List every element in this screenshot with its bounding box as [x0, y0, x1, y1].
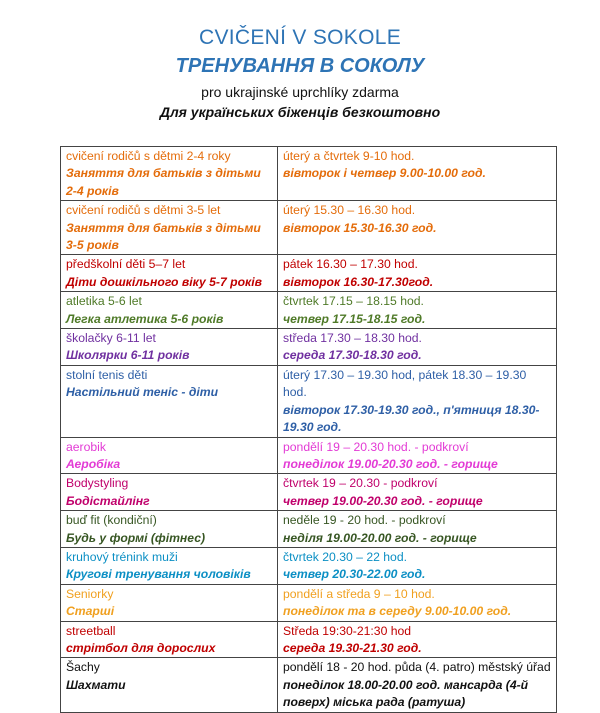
page-header	[0, 0, 600, 122]
activity-cell	[61, 147, 278, 201]
activity-name-czech: atletika 5-6 let	[66, 294, 142, 309]
activity-name-czech: školačky 6-11 let	[66, 331, 156, 346]
title-czech: CVIČENÍ V SOKOLE	[198, 26, 402, 49]
schedule-table	[60, 146, 557, 713]
activity-name-ukrainian: Легка атлетика 5-6 років	[66, 311, 224, 326]
subtitle-ukrainian: Для українських біженців безкоштовно	[159, 104, 441, 120]
activity-name-ukrainian: Заняття для батьків з дітьми 2-4 років	[66, 166, 261, 198]
time-czech: čtvrtek 20.30 – 22 hod.	[283, 549, 407, 564]
activity-name-ukrainian: стрітбол для дорослих	[66, 640, 216, 655]
activity-cell	[61, 474, 278, 511]
table-row	[61, 584, 557, 621]
activity-name-czech: cvičení rodičů s dětmi 3-5 let	[66, 203, 221, 218]
time-czech: pondělí 19 – 20.30 hod. - podkroví	[283, 439, 469, 454]
time-cell	[278, 329, 557, 366]
activity-name-czech: streetball	[66, 623, 116, 638]
activity-cell	[61, 292, 278, 329]
time-czech: úterý 15.30 – 16.30 hod.	[283, 203, 416, 218]
time-czech: Středa 19:30-21:30 hod	[283, 623, 412, 638]
time-czech: pondělí a středa 9 – 10 hod.	[283, 586, 435, 601]
table-row	[61, 255, 557, 292]
time-czech: středa 17.30 – 18.30 hod.	[283, 331, 422, 346]
time-cell	[278, 584, 557, 621]
subtitle-czech: pro ukrajinské uprchlíky zdarma	[201, 84, 399, 100]
table-row	[61, 437, 557, 474]
activity-name-ukrainian: Кругові тренування чоловіків	[66, 567, 251, 582]
time-ukrainian: четвер 19.00-20.30 год. - горище	[283, 493, 483, 508]
activity-cell	[61, 201, 278, 255]
table-row	[61, 547, 557, 584]
activity-name-czech: Šachy	[66, 660, 100, 675]
activity-cell	[61, 511, 278, 548]
time-cell	[278, 365, 557, 437]
time-cell	[278, 511, 557, 548]
time-ukrainian: четвер 17.15-18.15 год.	[283, 311, 426, 326]
activity-cell	[61, 255, 278, 292]
table-row	[61, 201, 557, 255]
time-czech: pondělí 18 - 20 hod. půda (4. patro) městský úřad	[283, 660, 551, 675]
activity-name-ukrainian: Старші	[66, 604, 115, 619]
activity-cell	[61, 365, 278, 437]
activity-name-czech: buď fit (kondiční)	[66, 513, 157, 528]
time-ukrainian: неділя 19.00-20.00 год. - горище	[283, 530, 477, 545]
activity-cell	[61, 621, 278, 658]
time-cell	[278, 474, 557, 511]
time-czech: úterý 17.30 – 19.30 hod, pátek 18.30 – 19.30 hod.	[283, 367, 527, 400]
time-ukrainian: четвер 20.30-22.00 год.	[283, 567, 426, 582]
table-row	[61, 658, 557, 712]
activity-cell	[61, 329, 278, 366]
activity-name-ukrainian: Бодістайлінг	[66, 493, 150, 508]
table-row	[61, 147, 557, 201]
activity-name-ukrainian: Діти дошкільного віку 5-7 років	[66, 274, 262, 289]
table-row	[61, 511, 557, 548]
activity-name-czech: cvičení rodičů s dětmi 2-4 roky	[66, 149, 231, 163]
time-cell	[278, 201, 557, 255]
time-cell	[278, 147, 557, 201]
time-cell	[278, 621, 557, 658]
table-row	[61, 365, 557, 437]
time-ukrainian: понеділок та в середу 9.00-10.00 год.	[283, 604, 512, 619]
table-row	[61, 621, 557, 658]
activity-cell	[61, 658, 278, 712]
table-row	[61, 474, 557, 511]
time-ukrainian: середа 19.30-21.30 год.	[283, 640, 422, 655]
activity-name-czech: stolní tenis děti	[66, 367, 148, 382]
time-cell	[278, 292, 557, 329]
activity-name-ukrainian: Шахмати	[66, 677, 126, 692]
activity-name-czech: předškolní děti 5–7 let	[66, 257, 186, 272]
activity-name-ukrainian: Настільний теніс - діти	[66, 385, 219, 400]
time-cell	[278, 658, 557, 712]
time-ukrainian: понеділок 18.00-20.00 год. мансарда (4-й поверх) міська рада (ратуша)	[283, 677, 529, 710]
activity-name-ukrainian: Будь у формі (фітнес)	[66, 530, 206, 545]
activity-name-czech: Seniorky	[66, 586, 114, 601]
activity-name-czech: Bodystyling	[66, 476, 129, 491]
time-ukrainian: вівторок 15.30-16.30 год.	[283, 220, 437, 235]
table-row	[61, 292, 557, 329]
table-row	[61, 329, 557, 366]
time-ukrainian: понеділок 19.00-20.30 год. - горище	[283, 456, 498, 471]
activity-cell	[61, 437, 278, 474]
time-czech: neděle 19 - 20 hod. - podkroví	[283, 513, 446, 528]
activity-name-czech: kruhový trénink muži	[66, 549, 178, 564]
time-czech: pátek 16.30 – 17.30 hod.	[283, 257, 418, 272]
time-czech: čtvrtek 19 – 20.30 - podkroví	[283, 476, 438, 491]
title-ukrainian: ТРЕНУВАННЯ В СОКОЛУ	[175, 55, 425, 77]
time-cell	[278, 547, 557, 584]
time-cell	[278, 255, 557, 292]
activity-name-ukrainian: Аеробіка	[66, 456, 121, 471]
time-ukrainian: вівторок 16.30-17.30год.	[283, 274, 434, 289]
time-ukrainian: вівторок 17.30-19.30 год., п'ятниця 18.30-19.30 год.	[283, 402, 540, 435]
time-czech: čtvrtek 17.15 – 18.15 hod.	[283, 294, 424, 309]
activity-name-ukrainian: Школярки 6-11 років	[66, 348, 190, 363]
activity-name-czech: aerobik	[66, 439, 106, 454]
time-ukrainian: середа 17.30-18.30 год.	[283, 348, 422, 363]
activity-cell	[61, 547, 278, 584]
schedule-body	[61, 147, 557, 713]
time-ukrainian: вівторок і четвер 9.00-10.00 год.	[283, 166, 486, 181]
time-cell	[278, 437, 557, 474]
activity-cell	[61, 584, 278, 621]
time-czech: úterý a čtvrtek 9-10 hod.	[283, 149, 415, 163]
activity-name-ukrainian: Заняття для батьків з дітьми 3-5 років	[66, 220, 261, 253]
